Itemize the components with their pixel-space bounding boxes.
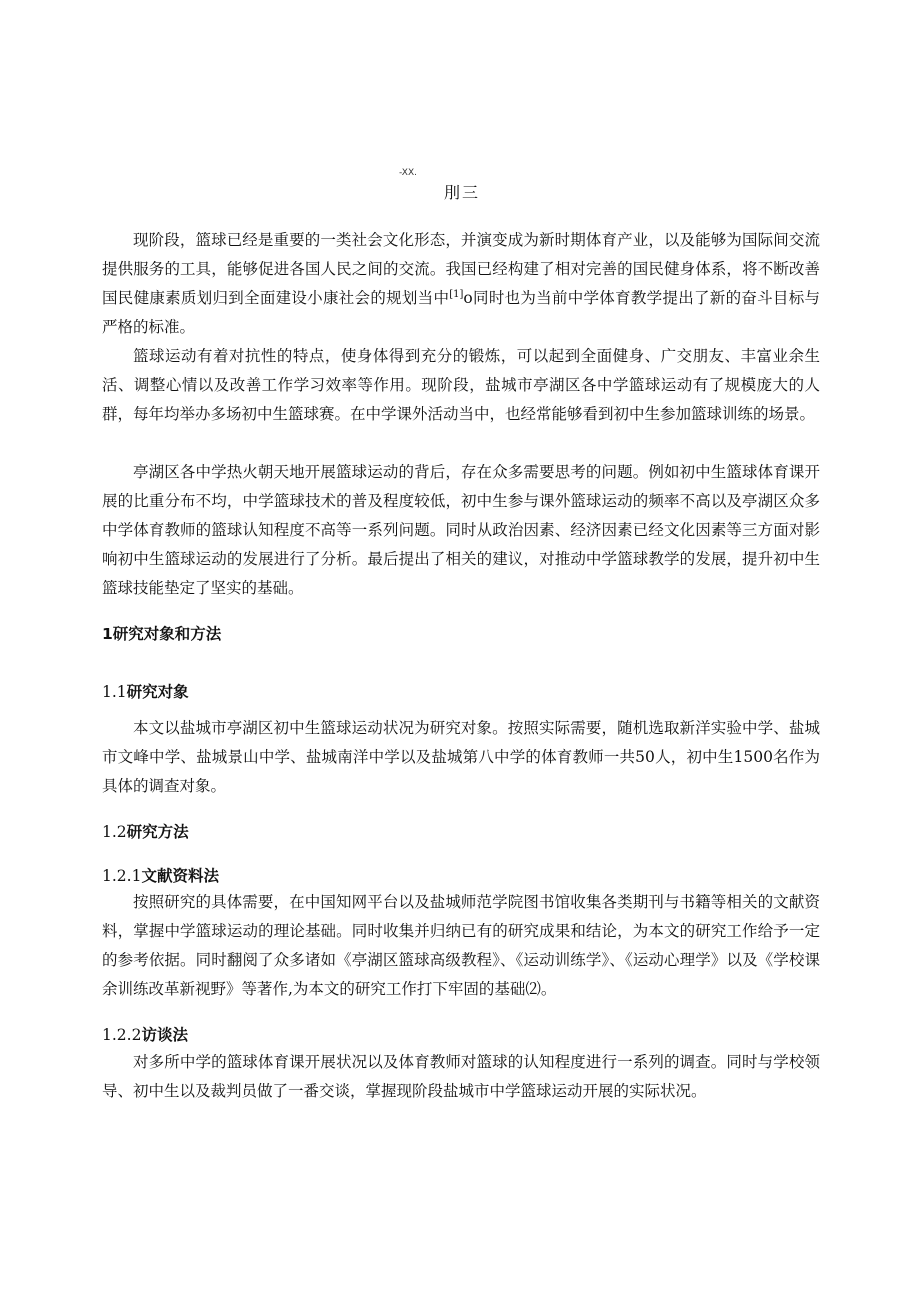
citation-ref-1: [1] <box>449 289 464 300</box>
section-title: 研究方法 <box>126 823 189 841</box>
intro-paragraph-2: 篮球运动有着对抗性的特点，使身体得到充分的锻炼，可以起到全面健身、广交朋友、丰富业余生活、调整心情以及改善工作学习效率等作用。现阶段，盐城市亭湖区各中学篮球运动有了规模庞大的人群，每年均举办多场初中生篮球赛。在中学课外活动当中，也经常能够看到初中生参加篮球训练的场景。 <box>102 347 820 423</box>
section-title: 文献资料法 <box>141 867 219 885</box>
section-number: 1.2.1 <box>102 867 142 885</box>
section-number: 1.2.2 <box>102 1026 142 1044</box>
intro-paragraph-1 <box>102 226 820 342</box>
section-1-1-paragraph: 本文以盐城市亭湖区初中生篮球运动状况为研究对象。按照实际需要，随机选取新洋实验中学、盐城市文峰中学、盐城景山中学、盐城南洋中学以及盐城第八中学的体育教师一共50人，初中生1500名作为具体的调查对象。 <box>102 719 820 795</box>
intro-paragraph-1-text: 现阶段，篮球已经是重要的一类社会文化形态，并演变成为新时期体育产业，以及能够为国际间交流提供服务的工具，能够促进各国人民之间的交流。我国已经构建了相对完善的国民健身体系，将不断改善国民健康素质划归到全面建设小康社会的规划当中 <box>102 231 820 307</box>
section-title: 研究对象 <box>126 683 189 701</box>
section-1-2-heading <box>102 820 189 842</box>
section-1-1-heading <box>102 680 189 702</box>
section-1-2-2-paragraph: 对多所中学的篮球体育课开展状况以及体育教师对篮球的认知程度进行一系列的调查。同时与学校领导、初中生以及裁判员做了一番交谈，掌握现阶段盐城市中学篮球运动开展的实际状况。 <box>102 1053 820 1100</box>
intro-paragraph-1-tail: o同时也为当前中学体育教学提出了新的奋斗目标与严格的标准。 <box>102 289 820 336</box>
page-title: 刖三 <box>444 183 481 202</box>
section-title: 访谈法 <box>141 1026 188 1044</box>
section-1-heading: 1研究对象和方法 <box>102 625 222 643</box>
section-number: 1.2 <box>102 823 127 841</box>
header-mark: -XX. <box>399 168 417 178</box>
section-number: 1.1 <box>102 683 127 701</box>
section-1-2-1-heading <box>102 864 219 886</box>
intro-paragraph-3: 亭湖区各中学热火朝天地开展篮球运动的背后，存在众多需要思考的问题。例如初中生篮球体育课开展的比重分布不均，中学篮球技术的普及程度较低，初中生参与课外篮球运动的频率不高以及亭湖区众多中学体育教师的篮球认知程度不高等一系列问题。同时从政治因素、经济因素已经文化因素等三方面对影响初中生篮球运动的发展进行了分析。最后提出了相关的建议，对推动中学篮球教学的发展，提升初中生篮球技能垫定了坚实的基础。 <box>102 463 820 597</box>
section-1-2-1-paragraph: 按照研究的具体需要，在中国知网平台以及盐城师范学院图书馆收集各类期刊与书籍等相关的文献资料，掌握中学篮球运动的理论基础。同时收集并归纳已有的研究成果和结论，为本文的研究工作给予一定的参考依据。同时翻阅了众多诸如《亭湖区篮球高级教程》、《运动训练学》、《运动心理学》以及《学校课余训练改革新视野》等著作,为本文的研究工作打下牢固的基础⑵。 <box>102 893 820 998</box>
section-1-2-2-heading <box>102 1023 188 1045</box>
